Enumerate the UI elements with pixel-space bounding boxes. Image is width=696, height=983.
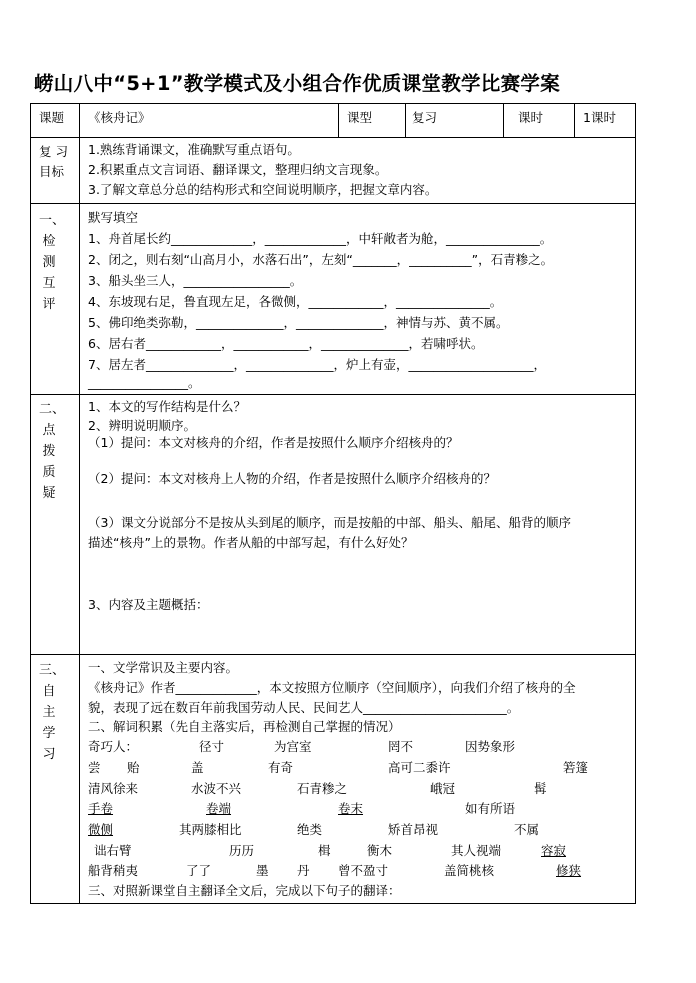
vocab-word: 修狭 <box>556 863 582 878</box>
vocab-word: 微侧 <box>88 822 114 837</box>
fill-line: ________________。 <box>88 375 201 390</box>
vocab-word: 不属 <box>514 822 540 837</box>
fill-line: 3、船头坐三人，_________________。 <box>88 273 303 288</box>
question: 1、本文的写作结构是什么？ <box>88 399 246 414</box>
fill-line: 6、居右者____________，____________，______________，若啸呼状。 <box>88 336 484 351</box>
vocab-word: 容寂 <box>541 843 567 858</box>
page-title: 崂山八中“5+1”教学模式及小组合作优质课堂教学比赛学案 <box>34 72 561 95</box>
vocab-word: 罔不 <box>388 739 414 754</box>
question: 描述“核舟”上的景物。作者从船的中部写起，有什么好处？ <box>88 535 414 550</box>
study-heading: 二、解词积累（先自主落实后，再检测自己掌握的情况） <box>88 719 401 734</box>
vocab-word: 其两膝相比 <box>179 822 242 837</box>
vocab-word: 因势象形 <box>465 739 516 754</box>
col-divider <box>79 104 80 904</box>
question: （3）课文分说部分不是按从头到尾的顺序，而是按船的中部、船头、船尾、船背的顺序 <box>88 515 571 530</box>
study-heading: 三、对照新课堂自主翻译全文后，完成以下句子的翻译： <box>88 883 401 898</box>
vocab-word: 有奇 <box>268 760 294 775</box>
fill-line: 4、东坡现右足，鲁直现左足，各微侧，____________，_______________。 <box>88 294 503 309</box>
vocab-word: 箬篷 <box>563 760 589 775</box>
vocab-word: 曾不盈寸 <box>338 863 389 878</box>
vocab-word: 手卷 <box>88 801 114 816</box>
vocab-word: 历历 <box>229 843 255 858</box>
question: 2、辨明说明顺序。 <box>88 418 196 433</box>
vocab-word: 奇巧人： <box>88 739 139 754</box>
section-label: 三、 自 主 学 习 <box>39 663 66 762</box>
vocab-word: 丹 <box>297 863 310 878</box>
goal-item: 3.了解文章总分总的结构形式和空间说明顺序，把握文章内容。 <box>88 182 438 197</box>
vocab-word: 楫 <box>318 843 331 858</box>
study-text: 《核舟记》作者_____________，本文按照方位顺序（空间顺序），向我们介绍了核舟的全 <box>88 680 576 695</box>
col-divider <box>574 104 575 137</box>
type-value: 复习 <box>412 110 438 125</box>
vocab-word: 尝 <box>88 760 101 775</box>
row-divider <box>31 394 635 395</box>
vocab-word: 为宫室 <box>274 739 312 754</box>
period-value: 1课时 <box>583 110 616 125</box>
fill-line: 1、舟首尾长约_____________，_____________，中轩敞者为舱，_______________。 <box>88 231 553 246</box>
vocab-word: 了了 <box>186 863 212 878</box>
study-text: 貌，表现了远在数百年前我国劳动人民、民间艺人_______________________。 <box>88 700 520 715</box>
vocab-word: 诎右臂 <box>94 843 132 858</box>
lesson-label: 课题 <box>39 110 65 125</box>
row-divider <box>31 203 635 204</box>
col-divider <box>405 104 406 137</box>
row-divider <box>31 654 635 655</box>
goals-label: 复 习 <box>39 144 68 159</box>
vocab-word: 石青糁之 <box>297 781 348 796</box>
vocab-word: 绝类 <box>297 822 323 837</box>
section-label: 一、 检 测 互 评 <box>39 213 66 312</box>
period-label: 课时 <box>518 110 544 125</box>
vocab-word: 盖简桃核 <box>444 863 495 878</box>
vocab-word: 高可二黍许 <box>388 760 451 775</box>
vocab-word: 水波不兴 <box>191 781 242 796</box>
lesson-value: 《核舟记》 <box>88 110 151 125</box>
type-label: 课型 <box>347 110 373 125</box>
vocab-word: 贻 <box>127 760 140 775</box>
vocab-word: 船背稍夷 <box>88 863 139 878</box>
vocab-word: 如有所语 <box>465 801 516 816</box>
question: （1）提问：本文对核舟的介绍，作者是按照什么顺序介绍核舟的？ <box>88 435 459 450</box>
vocab-word: 径寸 <box>199 739 225 754</box>
lesson-table <box>30 103 636 904</box>
fill-line: 5、佛印绝类弥勒，______________，______________，神情与苏、黄不属。 <box>88 315 509 330</box>
vocab-word: 墨 <box>256 863 269 878</box>
vocab-word: 衡木 <box>367 843 393 858</box>
vocab-word: 卷端 <box>206 801 232 816</box>
goals-label: 目标 <box>39 164 65 179</box>
col-divider <box>338 104 339 137</box>
vocab-word: 髯 <box>534 781 547 796</box>
vocab-word: 卷末 <box>338 801 364 816</box>
goal-item: 1.熟练背诵课文，准确默写重点语句。 <box>88 142 300 157</box>
section-heading: 默写填空 <box>88 210 139 225</box>
vocab-word: 其人视端 <box>451 843 502 858</box>
question: （2）提问：本文对核舟上人物的介绍，作者是按照什么顺序介绍核舟的？ <box>88 471 496 486</box>
fill-line: 2、闭之，则右刻“山高月小，水落石出”，左刻“_______，__________”，石青糁之。 <box>88 252 554 267</box>
question: 3、内容及主题概括： <box>88 597 209 612</box>
vocab-word: 清风徐来 <box>88 781 139 796</box>
study-heading: 一、文学常识及主要内容。 <box>88 660 239 675</box>
col-divider <box>503 104 504 137</box>
section-label: 二、 点 拨 质 疑 <box>39 402 66 501</box>
vocab-word: 矫首昂视 <box>388 822 439 837</box>
vocab-word: 盖 <box>191 760 204 775</box>
row-divider <box>31 137 635 138</box>
fill-line: 7、居左者______________，______________，炉上有壶，____________________， <box>88 357 546 372</box>
vocab-word: 峨冠 <box>430 781 456 796</box>
goal-item: 2.积累重点文言词语、翻译课文，整理归纳文言现象。 <box>88 162 388 177</box>
